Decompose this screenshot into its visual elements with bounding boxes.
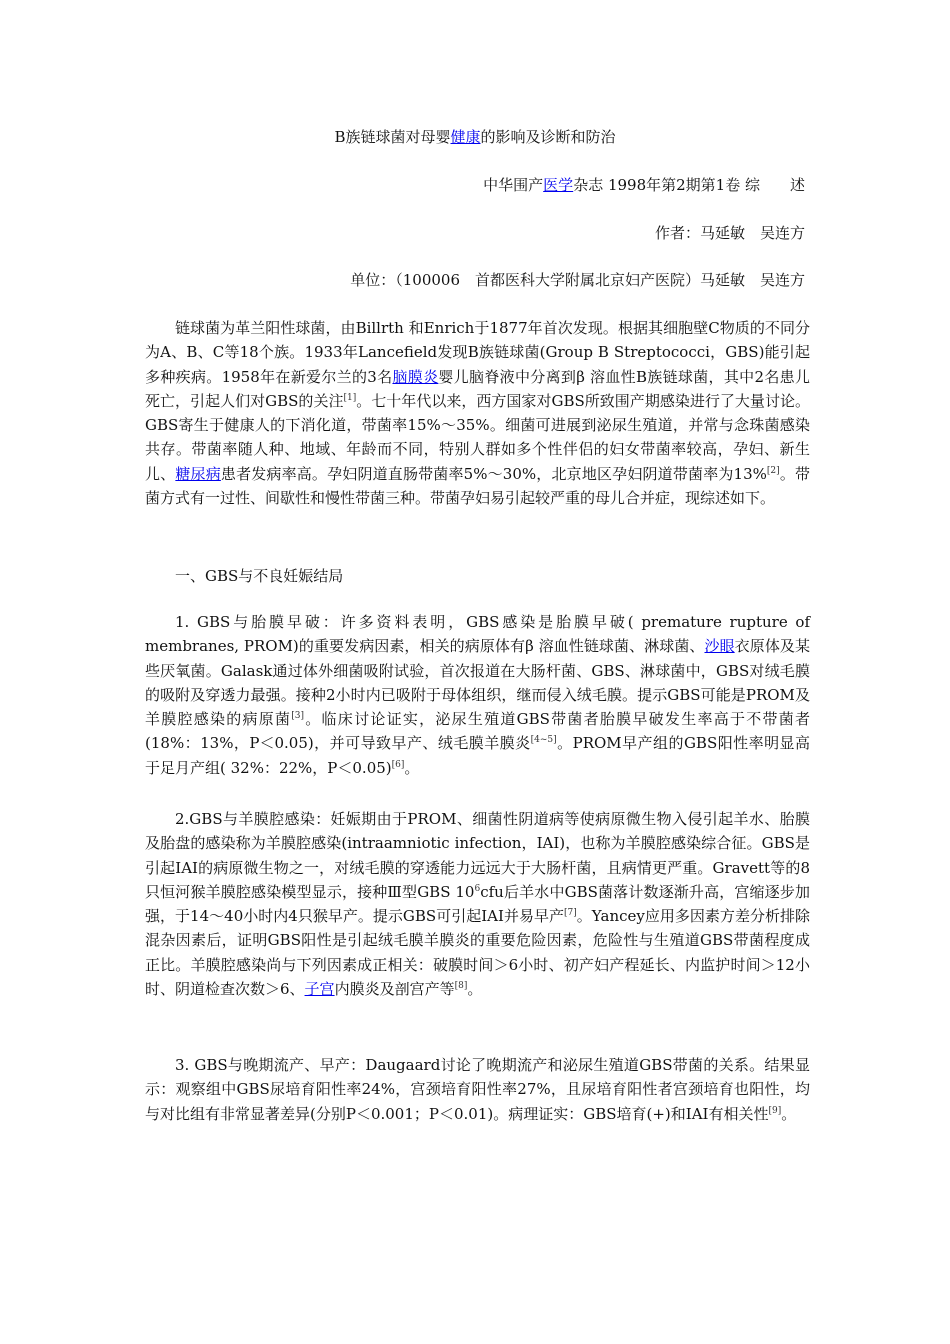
journal-text-pre: 中华围产	[483, 176, 544, 194]
citation-ref: [4~5]	[530, 735, 557, 746]
intro-paragraph	[145, 316, 810, 510]
iai-text-1: 2.GBS与羊膜腔感染：妊娠期由于PROM、细菌性阴道病等使病原微生物入侵引起羊水、胎膜及胎盘的感染称为羊膜腔感染(intraamniotic infection，IAI)，也称为羊膜腔感染综合征。GBS是引起IAI的病原微生物之一，对绒毛膜的穿透能力远远大于大肠杆菌，且病情更严重。Gravett等的8只恒河猴羊膜腔感染模型显示，接种Ⅲ型GBS 10	[145, 810, 810, 901]
link-diabetes[interactable]: 糖尿病	[175, 464, 221, 483]
link-meningitis[interactable]: 脑膜炎	[392, 367, 439, 386]
link-uterus[interactable]: 子宫	[304, 980, 335, 999]
citation-ref: [3]	[291, 711, 305, 722]
title-text-post: 的影响及诊断和防治	[480, 128, 616, 146]
journal-link-medicine[interactable]: 医学	[543, 176, 574, 194]
intro-text-1: 链球菌为革兰阳性球菌，由Billrth 和Enrich于1877年首次发现。根据其细胞壁C物质的不同分为A、B、C等18个族。1933年Lancefield发现B族链球菌(Group B Streptococci，GBS)能引起多种疾病。1958年在新爱尔兰的3名	[145, 319, 810, 386]
preterm-paragraph	[145, 1053, 810, 1126]
citation-ref: [2]	[766, 465, 780, 476]
iai-text-5: 。	[467, 980, 483, 999]
prom-text-1: 1. GBS与胎膜早破：许多资料表明，GBS感染是胎膜早破( premature rupture of membranes, PROM)的重要发病因素，相关的病原体有β 溶血性链球菌、淋球菌、	[145, 613, 810, 656]
link-trachoma[interactable]: 沙眼	[704, 637, 735, 656]
citation-ref: [8]	[454, 981, 468, 992]
intro-text-5: 。带菌方式有一过性、间歇性和慢性带菌三种。带菌孕妇易引起较严重的母儿合并症，现综述如下。	[145, 464, 810, 508]
article-title	[0, 126, 950, 148]
prom-paragraph	[145, 610, 810, 780]
preterm-text-2: 。	[781, 1104, 797, 1123]
preterm-text-1: 3. GBS与晚期流产、早产：Daugaard讨论了晚期流产和泌尿生殖道GBS带菌的关系。结果显示：观察组中GBS尿培育阳性率24%，宫颈培育阳性率27%，且尿培育阳性者宫颈培育也阳性，均与对比组有非常显著差异(分别P＜0.001；P＜0.01)。病理证实：GBS培育(+)和IAI有相关性	[145, 1056, 810, 1123]
authors-line: 作者：马延敏 吴连方	[654, 224, 805, 242]
intro-text-2: 婴儿脑脊液中分离到β 溶血性B族链球菌，其中2名患儿死亡，引起人们对GBS的关注	[145, 367, 810, 410]
prom-text-3: 。临床讨论证实，泌尿生殖道GBS带菌者胎膜早破发生率高于不带菌者(18%：13%，P＜0.05)，并可导致早产、绒毛膜羊膜炎	[145, 710, 810, 753]
iai-paragraph	[145, 807, 810, 1001]
prom-text-2: 衣原体及某些厌氧菌。Galask通过体外细菌吸附试验，首次报道在大肠杆菌、GBS、淋球菌中，GBS对绒毛膜的吸附及穿透力最强。接种2小时内已吸附于母体组织，继而侵入绒毛膜。提示GBS可能是PROM及羊膜腔感染的病原菌	[145, 637, 810, 729]
iai-text-3: 。Yancey应用多因素方差分析排除混杂因素后，证明GBS阳性是引起绒毛膜羊膜炎的重要危险因素，危险性与生殖道GBS带菌程度成正比。羊膜腔感染尚与下列因素成正相关：破膜时间＞6小时、初产妇产程延长、内监护时间＞12小时、阴道检查次数＞6、	[145, 907, 810, 999]
intro-text-4: 患者发病率高。孕妇阴道直肠带菌率5%～30%，北京地区孕妇阴道带菌率为13%	[220, 464, 767, 483]
citation-ref: [7]	[564, 908, 577, 919]
journal-info	[483, 174, 805, 196]
affiliation-line: 单位：（100006 首都医科大学附属北京妇产医院）马延敏 吴连方	[350, 271, 805, 289]
citation-ref: [6]	[391, 759, 405, 770]
title-link-health[interactable]: 健康	[450, 128, 481, 146]
intro-text-3: 。七十年代以来，西方国家对GBS所致围产期感染进行了大量讨论。GBS寄生于健康人的下消化道，带菌率15%～35%。细菌可进展到泌尿生殖道，并常与念珠菌感染共存。带菌率随人种、地域、年龄而不同，特别人群如多个性伴侣的妇女带菌率较高，孕妇、新生儿、	[145, 391, 810, 483]
iai-text-4: 内膜炎及剖宫产等	[334, 980, 455, 999]
prom-text-4: 。PROM早产组的GBS阳性率明显高于足月产组( 32%：22%，P＜0.05)	[145, 734, 810, 777]
exponent: 6	[474, 883, 481, 894]
iai-text-2: cfu后羊水中GBS菌落计数逐渐升高，宫缩逐步加强，于14～40小时内4只猴早产。提示GBS可引起IAI并易早产	[145, 882, 810, 926]
citation-ref: [9]	[768, 1105, 782, 1116]
journal-text-post: 杂志 1998年第2期第1卷 综 述	[573, 176, 805, 194]
prom-text-5: 。	[404, 758, 420, 777]
citation-ref: [1]	[343, 392, 357, 403]
section-heading: 一、GBS与不良妊娠结局	[175, 567, 344, 585]
title-text-pre: B族链球菌对母婴	[334, 128, 451, 146]
